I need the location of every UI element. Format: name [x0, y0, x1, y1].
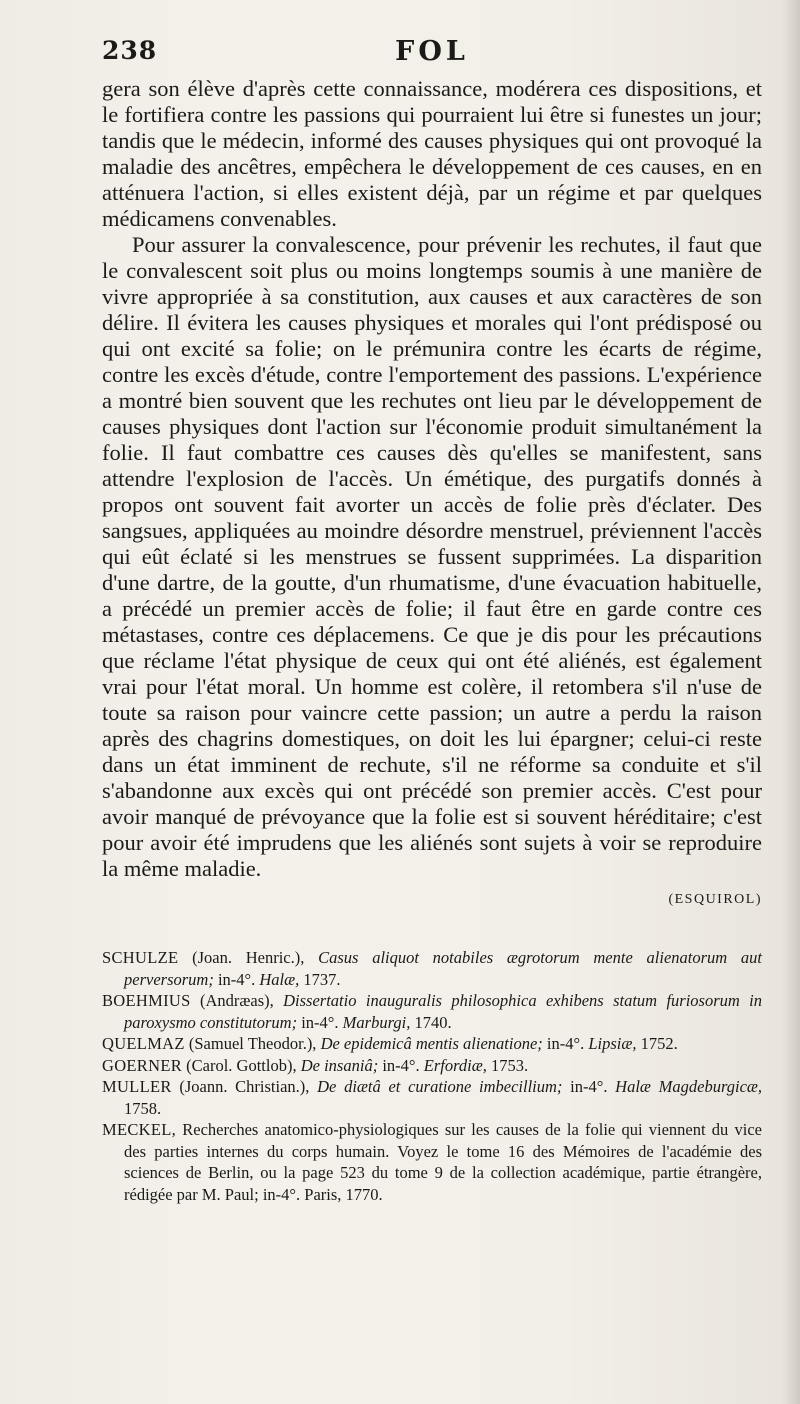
- entry-title: De insaniâ;: [300, 1055, 379, 1075]
- bibliography-entry: [102, 1033, 762, 1055]
- bibliography-entry: [102, 1119, 762, 1205]
- section-gap: [102, 913, 762, 933]
- bibliography-entry: [102, 1055, 762, 1077]
- entry-place: Erfordiæ,: [423, 1055, 487, 1075]
- entry-author-detail: (Carol. Gottlob),: [186, 1055, 297, 1075]
- entry-year: 1737.: [303, 969, 341, 989]
- entry-place: Halæ,: [259, 969, 300, 989]
- entry-title: De epidemicâ mentis alienatione;: [320, 1034, 543, 1053]
- page-number: 238: [102, 36, 158, 65]
- entry-author: BOEHMIUS: [102, 991, 191, 1010]
- entry-format: in-4°.: [382, 1055, 420, 1075]
- entry-author: MULLER: [102, 1077, 172, 1096]
- entry-author: GOERNER: [102, 1055, 183, 1075]
- entry-format: in-4°.: [546, 1034, 585, 1053]
- author-signature: (ESQUIROL): [668, 892, 762, 907]
- entry-year: 1752.: [640, 1034, 678, 1053]
- entry-place: Halæ Magdeburgicæ,: [615, 1077, 763, 1096]
- bibliography: [102, 947, 762, 1205]
- entry-author-detail: (Samuel Theodor.),: [188, 1034, 317, 1053]
- page-edge-shadow: [782, 0, 800, 1404]
- entry-year: 1770.: [345, 1184, 383, 1204]
- entry-author: SCHULZE: [102, 948, 179, 967]
- entry-author-detail: (Andræas),: [199, 991, 274, 1010]
- article-body: [102, 76, 762, 907]
- paragraph-convalescence: Pour assurer la convalescence, pour prévenir les rechutes, il faut que le convalescent soit plus ou moins longtemps soumis à une manière de vivre appropriée à sa constitution, aux causes et aux caractères de son délire. Il évitera les causes physiques et morales qui l'ont prédisposé ou qui ont excité sa folie; on le prémunira contre les écarts de régime, contre les excès d'étude, contre l'emportement des passions. L'expérience a montré bien souvent que les rechutes ont lieu par le développement de causes physiques dont l'action sur l'économie produit simultanément la folie. Il faut combattre ces causes dès qu'elles se manifestent, sans attendre l'explosion de l'accès. Un émétique, des purgatifs donnés à propos ont souvent fait avorter un accès de folie près d'éclater. Des sangsues, appliquées au moindre désordre menstruel, préviennent l'accès qui eût éclaté si les menstrues se fussent supprimées. La disparition d'une dartre, de la goutte, d'un rhumatisme, d'une évacuation habituelle, a précédé un premier accès de folie; il faut être en garde contre ces métastases, contre ces déplacemens. Ce que je dis pour les précautions que réclame l'état physique de ceux qui ont été aliénés, est également vrai pour l'état moral. Un homme est colère, il retombera s'il n'use de toute sa raison pour vaincre cette passion; un autre a perdu la raison après des chagrins domestiques, on doit les lui épargner; celui-ci reste dans un état imminent de rechute, s'il ne réforme sa conduite et s'il s'abandonne aux excès qui ont précédé son premier accès. C'est pour avoir manqué de prévoyance que la folie est si souvent héréditaire; c'est pour avoir été imprudens que les aliénés sont sujets à voir se reproduire la même maladie.: [102, 232, 762, 881]
- entry-year: 1758.: [124, 1098, 162, 1118]
- running-title: FOL: [395, 36, 469, 67]
- entry-year: 1753.: [490, 1055, 529, 1075]
- entry-format: in-4°.: [217, 969, 256, 989]
- entry-place: Paris,: [304, 1184, 342, 1204]
- bibliography-entry: [102, 990, 762, 1033]
- entry-title: De diætâ et curatione imbecillium;: [317, 1077, 563, 1096]
- entry-place: Lipsiæ,: [588, 1034, 637, 1053]
- entry-title: Casus aliquot notabiles ægrotorum mente alienatorum aut perversorum;: [124, 948, 763, 989]
- bibliography-entry: [102, 947, 762, 990]
- entry-year: 1740.: [414, 1012, 452, 1032]
- bibliography-entry: [102, 1076, 762, 1119]
- entry-title: Dissertatio inauguralis philosophica exhibens statum furiosorum in paroxysmo constitutorum;: [124, 991, 763, 1032]
- entry-format: in-4°.: [570, 1077, 608, 1096]
- page-header: [102, 36, 762, 76]
- paragraph-continued: gera son élève d'après cette connaissance, modérera ces dispositions, et le fortifiera contre les passions qui pourraient lui être si funestes un jour; tandis que le médecin, informé des causes physiques qui ont provoqué la maladie des ancêtres, empêchera le développement de ces causes, en en atténuera l'action, si elles existent déjà, par un régime et par quelques médicamens convenables.: [102, 76, 762, 231]
- entry-author-detail: Recherches anatomico-physiologiques sur les causes de la folie qui viennent du vice des parties internes du corps humain. Voyez le tome 16 des Mémoires de l'académie des sciences de Berlin, ou la page 523 du tome 9 de la collection académique, partie étrangère, rédigée par M. Paul; in-4°.: [124, 1120, 762, 1204]
- entry-author: QUELMAZ: [102, 1034, 185, 1053]
- entry-author-detail: (Joann. Christian.),: [179, 1077, 310, 1096]
- entry-author-detail: (Joan. Henric.),: [192, 948, 305, 967]
- entry-author: MECKEL,: [102, 1120, 177, 1139]
- entry-format: in-4°.: [301, 1012, 339, 1032]
- entry-place: Marburgi,: [342, 1012, 411, 1032]
